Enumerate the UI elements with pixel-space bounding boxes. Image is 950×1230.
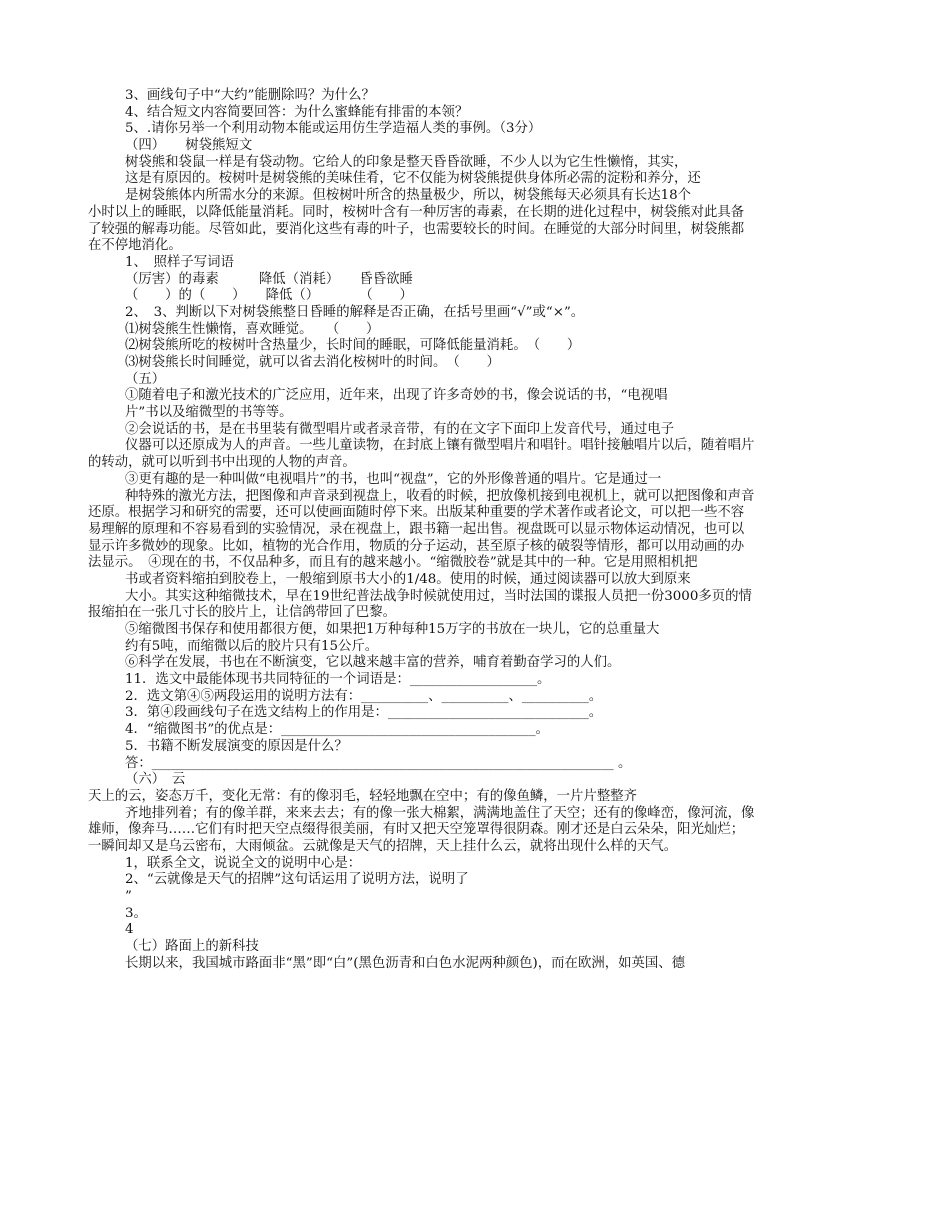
text-line-2: 4、结合短文内容简要回答：为什么蜜蜂能有排雷的本领？: [125, 104, 469, 120]
text-line-15: ⑴树袋熊生性懒惰，喜欢睡觉。 （ ）: [125, 321, 380, 337]
text-line-23: 的转动，就可以听到书中出现的人物的声音。: [88, 455, 356, 471]
text-line-26: 还原。根据学习和研究的需要，还可以使画面随时停下来。出版某种重要的学术著作或者论文，可以把一些不容: [88, 505, 745, 521]
text-line-50: 3。: [125, 905, 147, 921]
text-line-25: 种特殊的激光方法，把图像和声音录到视盘上，收看的时候，把放像机接到电视机上，就可以把图像和声音: [125, 488, 755, 504]
text-line-33: ⑤缩微图书保存和使用都很方便，如果把1万种每种15万字的书放在一块儿，它的总重量大: [125, 622, 660, 637]
text-line-43: 天上的云，姿态万千，变化无常：有的像羽毛，轻轻地飘在空中；有的像鱼鳞，一片片整整齐: [88, 788, 638, 804]
text-line-27: 易理解的原理和不容易看到的实验情况，录在视盘上，跟书籍一起出售。视盘既可以显示物体运动情况，也可以: [88, 521, 745, 537]
text-line-28: 显示许多微妙的现象。比如，植物的光合作用，物质的分子运动，甚至原子核的破裂等情形，都可以用动画的办: [88, 538, 745, 554]
text-line-16: ⑵树袋熊所吃的桉树叶含热量少，长时间的睡眠，可降低能量消耗。 （ ）: [125, 338, 581, 354]
document-body: [88, 88, 863, 972]
text-line-47: 1，联系全文，说说全文的说明中心是：: [125, 855, 362, 871]
text-line-49: ”: [125, 889, 132, 904]
text-line-24: ③更有趣的是一种叫做“电视唱片”的书，也叫“视盘”，它的外形像普通的唱片。它是通过一: [125, 471, 662, 487]
text-line-14: 2、 3、判断以下对树袋熊整日昏睡的解释是否正确，在括号里画“√”或“×”。: [125, 304, 585, 320]
text-line-44: 齐地排列着；有的像羊群，来来去去；有的像一张大棉絮，满满地盖住了天空；还有的像峰峦，像河流，像: [125, 805, 755, 821]
text-line-35: ⑥科学在发展，书也在不断演变，它以越来越丰富的营养，哺育着勤奋学习的人们。: [125, 655, 621, 671]
text-line-38: 3．第④段画线句子在选文结构上的作用是：______________________________。: [125, 705, 603, 721]
text-line-4: （四） 树袋熊短文: [125, 138, 253, 154]
text-line-36: 11．选文中最能体现书共同特征的一个词语是：___________________。: [125, 672, 551, 688]
text-line-1: 3、画线句子中“大约”能删除吗？为什么？: [125, 88, 375, 103]
text-line-52: （七）路面上的新科技: [125, 939, 259, 955]
text-line-21: ②会说话的书，是在书里装有微型唱片或者录音带，有的在文字下面印上发音代号，通过电子: [125, 421, 675, 437]
text-line-30: 书或者资料缩拍到胶卷上，一般缩到原书大小的1/48。使用的时候，通过阅读器可以放大到原来: [125, 571, 691, 587]
text-line-7: 是树袋熊体内所需水分的来源。但桉树叶所含的热量极少，所以，树袋熊每天必须具有长达18个: [125, 188, 692, 204]
text-line-29: 法显示。 ④现在的书，不仅品种多，而且有的越来越小。“缩微胶卷”就是其中的一种。它是用照相机把: [88, 555, 698, 571]
text-line-40: 5．书籍不断发展演变的原因是什么？: [125, 738, 348, 754]
text-line-53: 长期以来，我国城市路面非“黑”即“白”(黑色沥青和白色水泥两种颜色)，而在欧洲，如英国、德: [125, 955, 686, 971]
text-line-46: 一瞬间却又是乌云密布，大雨倾盆。云就像是天气的招牌，天上挂什么云，就将出现什么样的天气。: [88, 838, 678, 854]
text-line-42: （六） 云: [125, 772, 186, 788]
text-line-18: （五）: [125, 371, 166, 387]
text-line-8: 小时以上的睡眠，以降低能量消耗。同时，桉树叶含有一种厉害的毒素，在长期的进化过程中，树袋熊对此具备: [88, 204, 745, 220]
text-line-48: 2、“云就像是天气的招牌”这句话运用了说明方法，说明了: [125, 872, 469, 888]
text-line-3: 5、.请你另举一个利用动物本能或运用仿生学造福人类的事例。（3分）: [125, 121, 542, 137]
text-line-34: 约有5吨，而缩微以后的胶片只有15公斤。: [125, 638, 379, 654]
text-line-10: 在不停地消化。: [88, 238, 182, 254]
text-line-37: 2．选文第④⑤两段运用的说明方法有：__________、__________、__________。: [125, 688, 603, 704]
text-line-17: ⑶树袋熊长时间睡觉，就可以省去消化桉树叶的时间。 （ ）: [125, 355, 500, 370]
text-line-45: 雄师，像奔马……它们有时把天空点缀得很美丽，有时又把天空笼罩得很阴森。刚才还是白云朵朵，阳光灿烂；: [88, 822, 745, 838]
text-line-51: 4: [125, 922, 134, 938]
text-line-6: 这是有原因的。桉树叶是树袋熊的美味佳肴，它不仅能为树袋熊提供身体所必需的淀粉和养分，还: [125, 171, 701, 187]
text-line-20: 片”书以及缩微型的书等等。: [125, 405, 293, 421]
text-line-11: 1、 照样子写词语: [125, 254, 234, 270]
text-line-41: 答：_____________________________________________________________________ 。: [125, 755, 632, 771]
text-line-31: 大小。其实这种缩微技术，早在19世纪普法战争时候就使用过，当时法国的谍报人员把一份3000多页的情: [125, 588, 752, 604]
text-line-13: （ ）的（ ） 降低（） （ ）: [125, 288, 413, 304]
text-line-12: （厉害）的毒素 降低（消耗） 昏昏欲睡: [125, 271, 413, 287]
text-line-19: ①随着电子和激光技术的广泛应用，近年来，出现了许多奇妙的书，像会说话的书，“电视唱: [125, 388, 668, 404]
text-line-32: 报缩拍在一张几寸长的胶片上，让信鸽带回了巴黎。: [88, 605, 396, 621]
text-line-5: 树袋熊和袋鼠一样是有袋动物。它给人的印象是整天昏昏欲睡，不少人以为它生性懒惰，其实，: [125, 154, 688, 170]
text-line-9: 了较强的解毒功能。尽管如此，要消化这些有毒的叶子，也需要较长的时间。在睡觉的大部分时间里，树袋熊都: [88, 221, 745, 237]
text-line-39: 4．“缩微图书”的优点是：______________________________________。: [125, 722, 549, 738]
text-line-22: 仪器可以还原成为人的声音。一些儿童读物，在封底上镶有微型唱片和唱针。唱针接触唱片以后，随着唱片: [125, 438, 755, 454]
